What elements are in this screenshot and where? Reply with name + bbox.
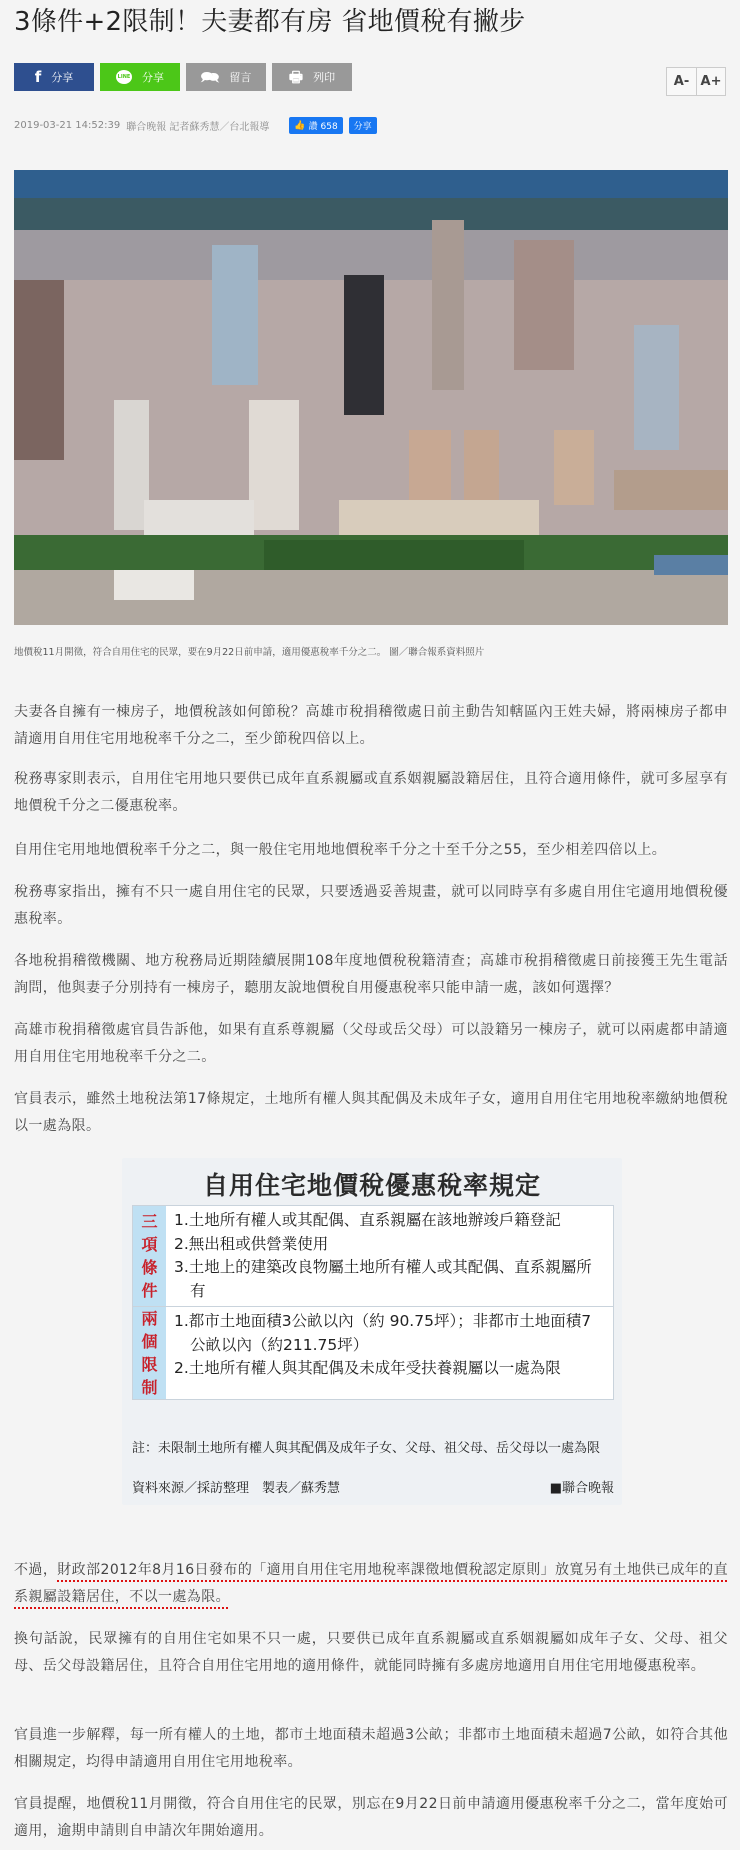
label-char: 制 [141,1378,158,1397]
infographic-table [132,1205,614,1400]
highlighted-text: 財政部2012年8月16日發布的「適用自用住宅用地稅率課徵地價稅認定原則」放寬另有土地供已成年的直系親屬設籍居住，不以一處為限。 [14,1562,729,1605]
facebook-share-label: 分享 [51,71,74,84]
highlight-prefix: 不過， [14,1562,58,1578]
paragraph-3: 自用住宅用地地價稅率千分之二，與一般住宅用地地價稅率千分之十至千分之55，至少相差四倍以上。 [14,842,667,858]
byline: 聯合晚報 記者蘇秀慧／台北報導 [126,122,270,133]
article-photo-cityscape [14,170,728,625]
infographic-note: 註：未限制土地所有權人與其配偶及成年子女、父母、祖父母、岳父母以一處為限 [132,1441,601,1456]
comment-button[interactable] [186,63,266,91]
paragraph-2: 稅務專家則表示，自用住宅用地只要供已成年直系親屬或直系姻親屬設籍居住，且符合適用條件，就可多屋享有地價稅千分之二優惠稅率。 [14,771,728,814]
print-button[interactable] [272,63,352,91]
infographic-credit: 資料來源／採訪整理 製表／蘇秀慧 [132,1481,341,1496]
conditions-row [133,1206,613,1307]
facebook-icon: f [34,67,42,86]
paragraph-1: 夫妻各自擁有一棟房子，地價稅該如何節稅？高雄市稅捐稽徵處日前主動告知轄區內王姓夫婦，將兩棟房子都申請適用自用住宅用地稅率千分之二，至少節稅四倍以上。 [14,704,728,747]
facebook-share-button[interactable] [14,63,94,91]
thumbs-up-icon: 👍 [294,120,306,131]
facebook-share-small-button[interactable]: 分享 [349,117,377,134]
paragraph-8: 換句話說，民眾擁有的自用住宅如果不只一處，只要供已成年直系親屬或直系姻親屬如成年子女、父母、祖父母、岳父母設籍居住，且符合自用住宅用地的適用條件，就能同時擁有多處房地適用自用住宅用地優惠稅率。 [14,1631,728,1674]
font-decrease-button[interactable]: A- [673,74,690,89]
article-title: 3條件+2限制！夫妻都有房 省地價稅有撇步 [14,7,526,37]
infographic-title: 自用住宅地價稅優惠稅率規定 [202,1171,541,1200]
conditions-list [166,1206,613,1306]
limit-item: 1.都市土地面積3公畝以內（約 90.75坪）；非都市土地面積7公畝以內（約211.75坪） [174,1312,592,1354]
paragraph-4: 稅務專家指出，擁有不只一處自用住宅的民眾，只要透過妥善規畫，就可以同時享有多處自用住宅適用地價稅優惠稅率。 [14,884,728,927]
limits-list [166,1307,613,1399]
like-count: 讚 658 [308,122,338,132]
comment-icon: 🗪 [200,67,220,86]
condition-item: 1.土地所有權人或其配偶、直系親屬在該地辦竣戶籍登記 [174,1211,561,1229]
paragraph-10: 官員提醒，地價稅11月開徵，符合自用住宅的民眾，別忘在9月22日前申請適用優惠稅率千分之二，當年度始可適用，逾期申請則自申請次年開始適用。 [14,1796,728,1839]
label-char: 三 [141,1212,158,1231]
infographic-footer [132,1477,614,1496]
conditions-label [133,1206,166,1306]
infographic-brand: ■聯合晚報 [549,1481,614,1496]
condition-item: 2.無出租或供營業使用 [174,1234,329,1253]
facebook-like-button[interactable] [289,117,342,134]
print-icon: 🖶 [288,67,304,86]
label-char: 條 [141,1258,158,1277]
font-size-control [666,67,726,96]
line-icon: LINE [116,70,132,84]
label-char: 限 [141,1355,158,1374]
label-char: 件 [141,1281,158,1300]
comment-label: 留言 [229,71,252,84]
share-toolbar [14,63,352,91]
font-increase-button[interactable]: A+ [696,68,725,95]
paragraph-6: 高雄市稅捐稽徵處官員告訴他，如果有直系尊親屬（父母或岳父母）可以設籍另一棟房子，就可以兩處都申請適用自用住宅用地稅率千分之二。 [14,1022,728,1065]
city-skyline-illustration [14,170,728,625]
paragraph-highlight [14,1557,728,1611]
paragraph-7: 官員表示，雖然土地稅法第17條規定，土地所有權人與其配偶及未成年子女，適用自用住宅用地稅率繳納地價稅以一處為限。 [14,1091,728,1134]
paragraph-5: 各地稅捐稽徵機關、地方稅務局近期陸續展開108年度地價稅稅籍清查；高雄市稅捐稽徵處日前接獲王先生電話詢問，他與妻子分別持有一棟房子，聽朋友說地價稅自用優惠稅率只能申請一處，該如何選擇？ [14,953,728,996]
line-share-button[interactable] [100,63,180,91]
limit-item: 2.土地所有權人與其配偶及未成年受扶養親屬以一處為限 [174,1359,561,1377]
label-char: 項 [141,1235,158,1254]
print-label: 列印 [313,71,336,84]
label-char: 個 [141,1332,158,1351]
line-share-label: 分享 [142,71,164,84]
limits-label [133,1307,166,1399]
limits-row [133,1307,613,1399]
paragraph-9: 官員進一步解釋，每一所有權人的土地，都市土地面積未超過3公畝；非都市土地面積未超過7公畝，如符合其他相關規定，均得申請適用自用住宅用地稅率。 [14,1727,728,1770]
infographic-tax-rules [122,1158,622,1505]
publish-datetime: 2019-03-21 14:52:39 [14,120,121,131]
condition-item: 3.土地上的建築改良物屬土地所有權人或其配偶、直系親屬所有 [174,1258,592,1300]
label-char: 兩 [141,1309,158,1328]
article-meta [14,117,377,134]
photo-caption: 地價稅11月開徵，符合自用住宅的民眾，要在9月22日前申請，適用優惠稅率千分之二。 圖／聯合報系資料照片 [14,647,485,658]
